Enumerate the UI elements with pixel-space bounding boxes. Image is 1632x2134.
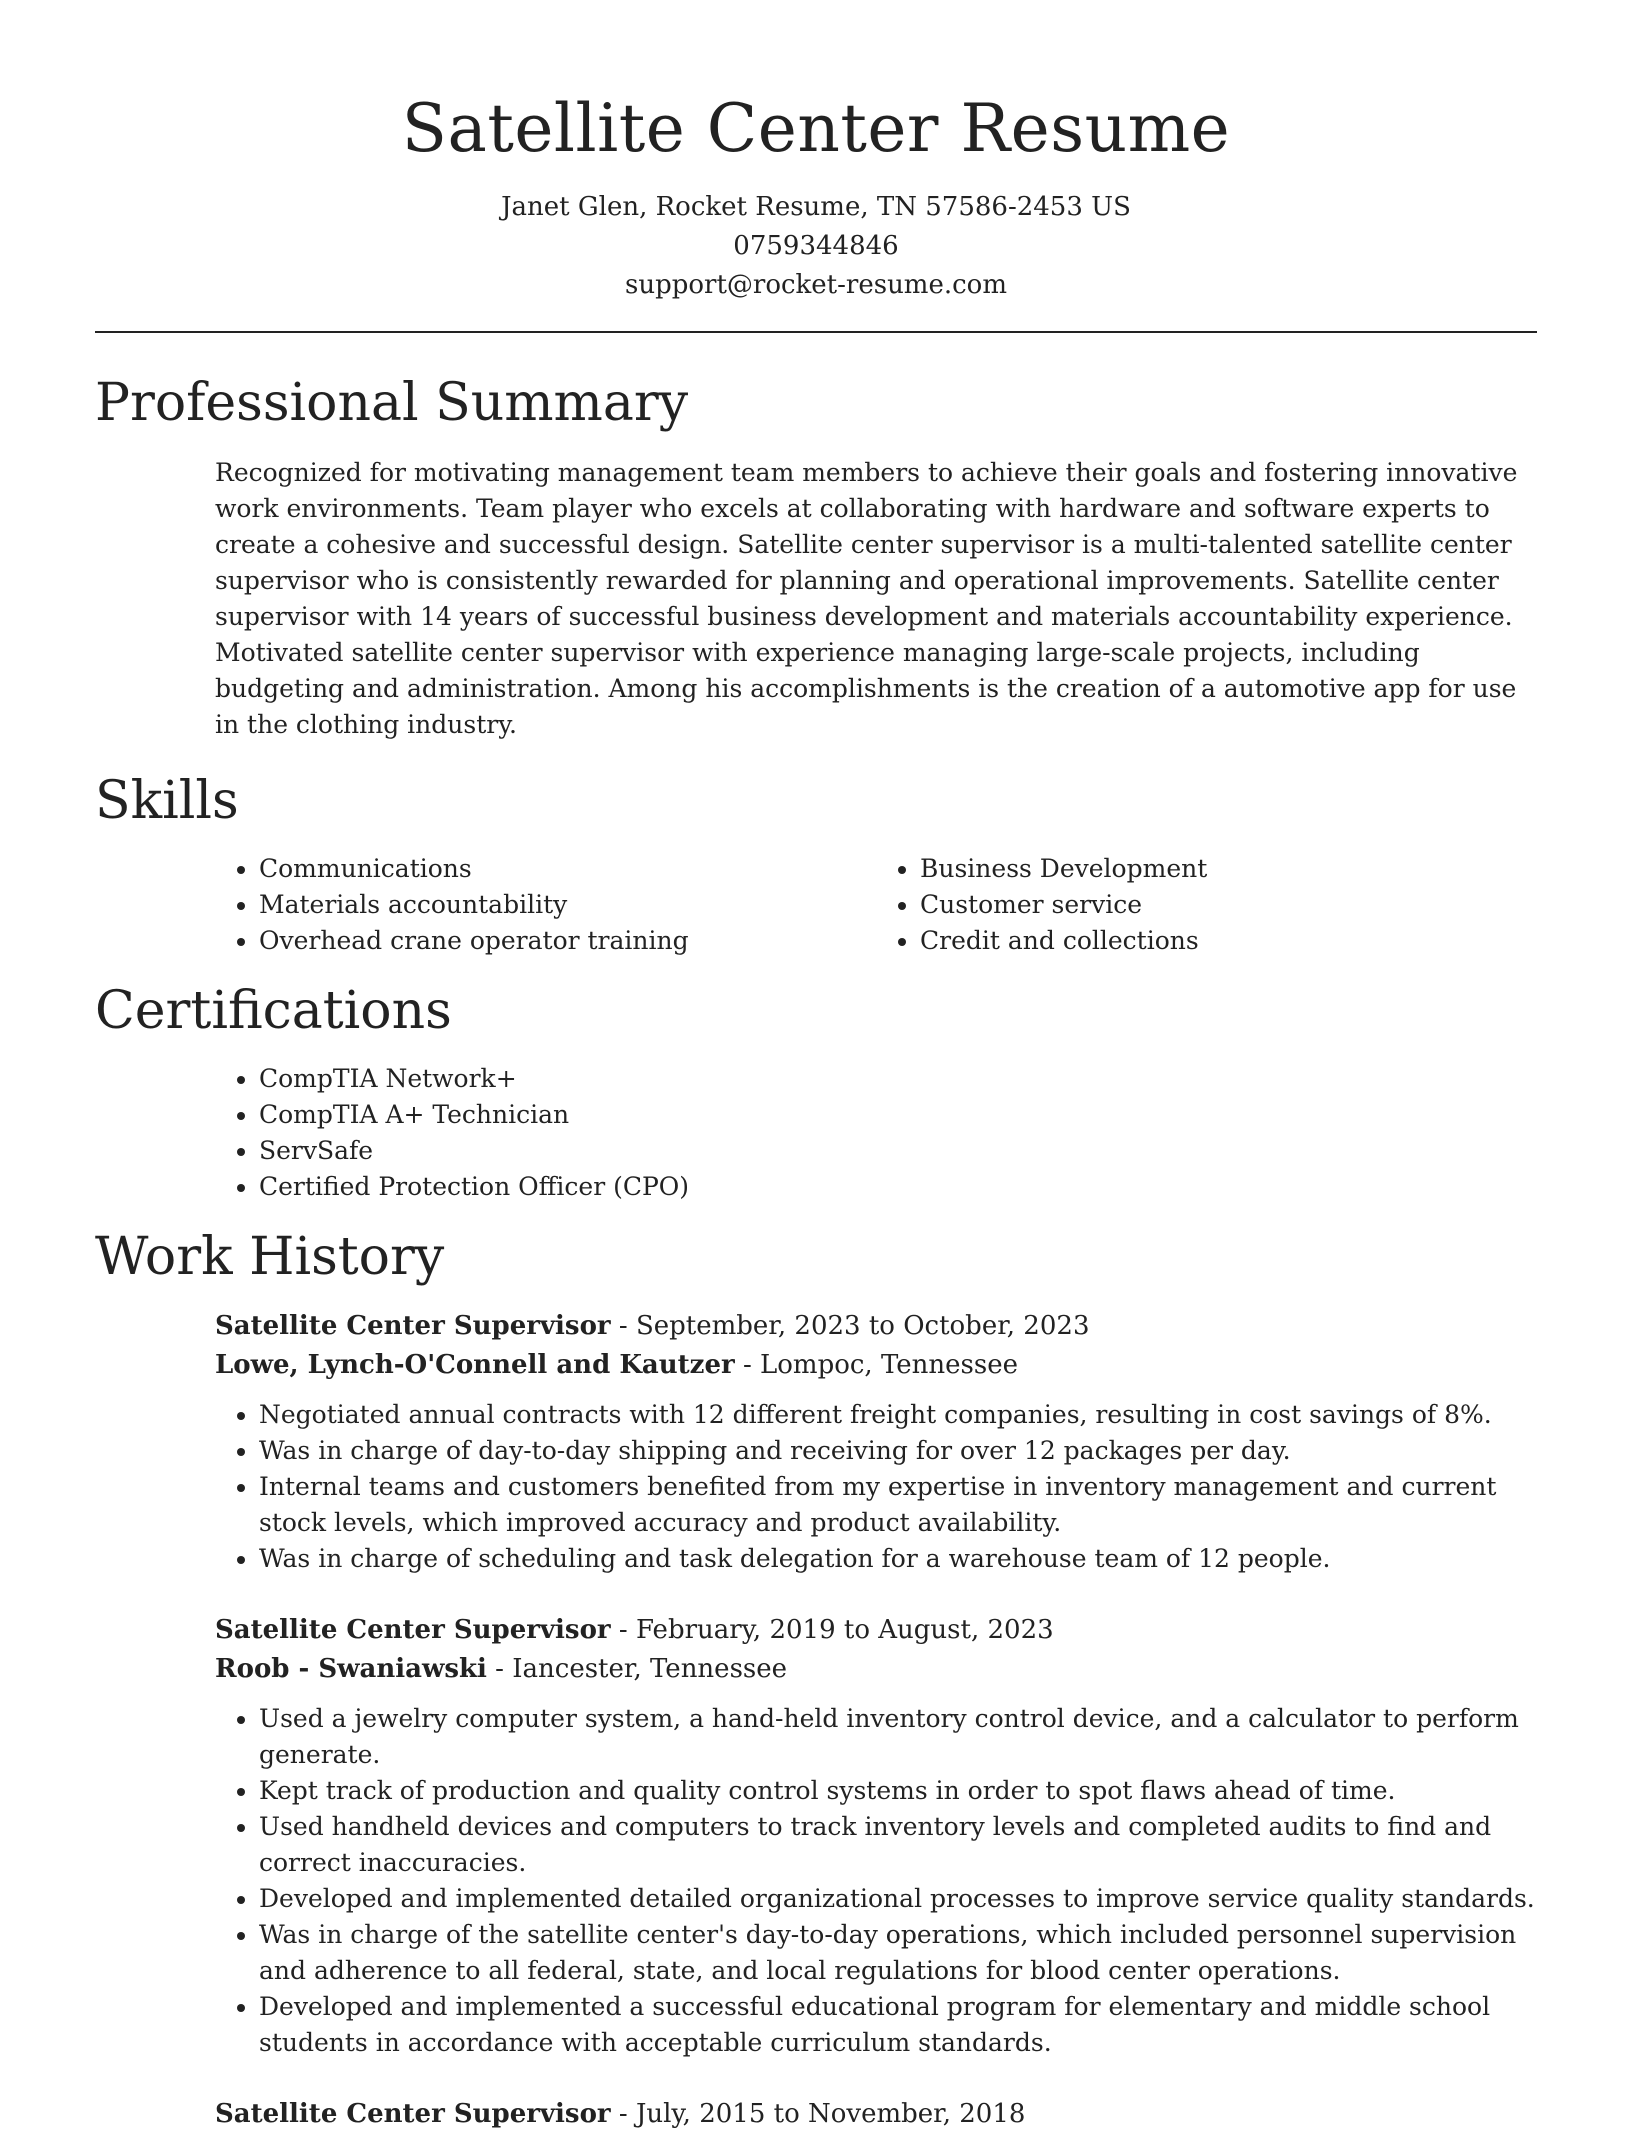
skills-heading: Skills <box>95 771 239 831</box>
job-company-line <box>215 1346 1537 1385</box>
job-bullet: • Kept track of production and quality control systems in order to spot flaws ahead of time. <box>259 1773 1537 1809</box>
skill-item: • Credit and collections <box>920 923 1537 959</box>
job-bullet: • Negotiated annual contracts with 12 different freight companies, resulting in cost savings of 8%. <box>259 1397 1537 1433</box>
job-bullet: • Developed and implemented detailed organizational processes to improve service quality standards. <box>259 1881 1537 1917</box>
header-divider <box>95 331 1537 333</box>
job-company: Lowe, Lynch-O'Connell and Kautzer <box>215 1350 735 1380</box>
skills-section <box>95 769 1537 959</box>
skills-list-right <box>876 851 1537 959</box>
resume-page <box>95 0 1537 2134</box>
job-dates: - September, 2023 to October, 2023 <box>610 1311 1090 1341</box>
summary-section <box>95 371 1537 743</box>
skill-item: • Materials accountability <box>259 887 876 923</box>
job-entry <box>215 1307 1537 1577</box>
job-location: - Iancester, Tennessee <box>486 1654 788 1684</box>
skills-list-left <box>215 851 876 959</box>
skills-columns <box>215 851 1537 959</box>
contact-block <box>95 188 1537 305</box>
job-location: - Lompoc, Tennessee <box>734 1350 1019 1380</box>
skill-item: • Overhead crane operator training <box>259 923 876 959</box>
contact-email: support@rocket-resume.com <box>624 270 1007 300</box>
certifications-heading: Certifications <box>95 981 452 1041</box>
job-title-line <box>215 1611 1537 1650</box>
job-title: Satellite Center Supervisor <box>215 2099 611 2129</box>
contact-address: Janet Glen, Rocket Resume, TN 57586-2453 US <box>501 192 1131 222</box>
job-dates: - February, 2019 to August, 2023 <box>610 1615 1054 1645</box>
job-bullets <box>215 1397 1537 1577</box>
job-bullet: • Was in charge of scheduling and task delegation for a warehouse team of 12 people. <box>259 1541 1537 1577</box>
job-entry <box>215 1611 1537 2061</box>
job-bullet: • Used a jewelry computer system, a hand-held inventory control device, and a calculator to perform generate. <box>259 1701 1537 1773</box>
contact-phone: 0759344846 <box>733 231 899 261</box>
job-title: Satellite Center Supervisor <box>215 1311 611 1341</box>
job-title: Satellite Center Supervisor <box>215 1615 611 1645</box>
certifications-section <box>95 979 1537 1205</box>
job-title-line <box>215 1307 1537 1346</box>
job-bullets <box>215 1701 1537 2061</box>
job-dates: - July, 2015 to November, 2018 <box>610 2099 1026 2129</box>
certification-item: • CompTIA A+ Technician <box>259 1097 1537 1133</box>
certification-item: • CompTIA Network+ <box>259 1061 1537 1097</box>
summary-text: Recognized for motivating management team members to achieve their goals and fostering innovative work environments. Team player who excels at collaborating with hardware and software experts to create a cohesive and successful design. Satellite center supervisor is a multi-talented satellite center supervisor who is consistently rewarded for planning and operational improvements. Satellite center supervisor with 14 years of successful business development and materials accountability experience. Motivated satellite center supervisor with experience managing large-scale projects, including budgeting and administration. Among his accomplishments is the creation of a automotive app for use in the clothing industry. <box>215 458 1518 739</box>
summary-heading: Professional Summary <box>95 373 689 433</box>
job-title-line <box>215 2095 1537 2134</box>
job-entry <box>215 2095 1537 2134</box>
certifications-list <box>215 1061 1537 1205</box>
skill-item: • Business Development <box>920 851 1537 887</box>
certification-item: • ServSafe <box>259 1133 1537 1169</box>
job-bullet: • Was in charge of day-to-day shipping and receiving for over 12 packages per day. <box>259 1433 1537 1469</box>
job-bullet: • Used handheld devices and computers to track inventory levels and completed audits to find and correct inaccuracies. <box>259 1809 1537 1881</box>
job-bullet: • Internal teams and customers benefited from my expertise in inventory management and current stock levels, which improved accuracy and product availability. <box>259 1469 1537 1541</box>
job-company-line <box>215 1650 1537 1689</box>
job-bullet: • Was in charge of the satellite center's day-to-day operations, which included personnel supervision and adherence to all federal, state, and local regulations for blood center operations. <box>259 1917 1537 1989</box>
job-company: Roob - Swaniawski <box>215 1654 487 1684</box>
certification-item: • Certified Protection Officer (CPO) <box>259 1169 1537 1205</box>
work-history-heading: Work History <box>95 1227 445 1287</box>
job-bullet: • Developed and implemented a successful educational program for elementary and middle school students in accordance with acceptable curriculum standards. <box>259 1989 1537 2061</box>
skill-item: • Customer service <box>920 887 1537 923</box>
resume-title: Satellite Center Resume <box>401 90 1231 167</box>
skill-item: • Communications <box>259 851 876 887</box>
work-history-section <box>95 1225 1537 2134</box>
